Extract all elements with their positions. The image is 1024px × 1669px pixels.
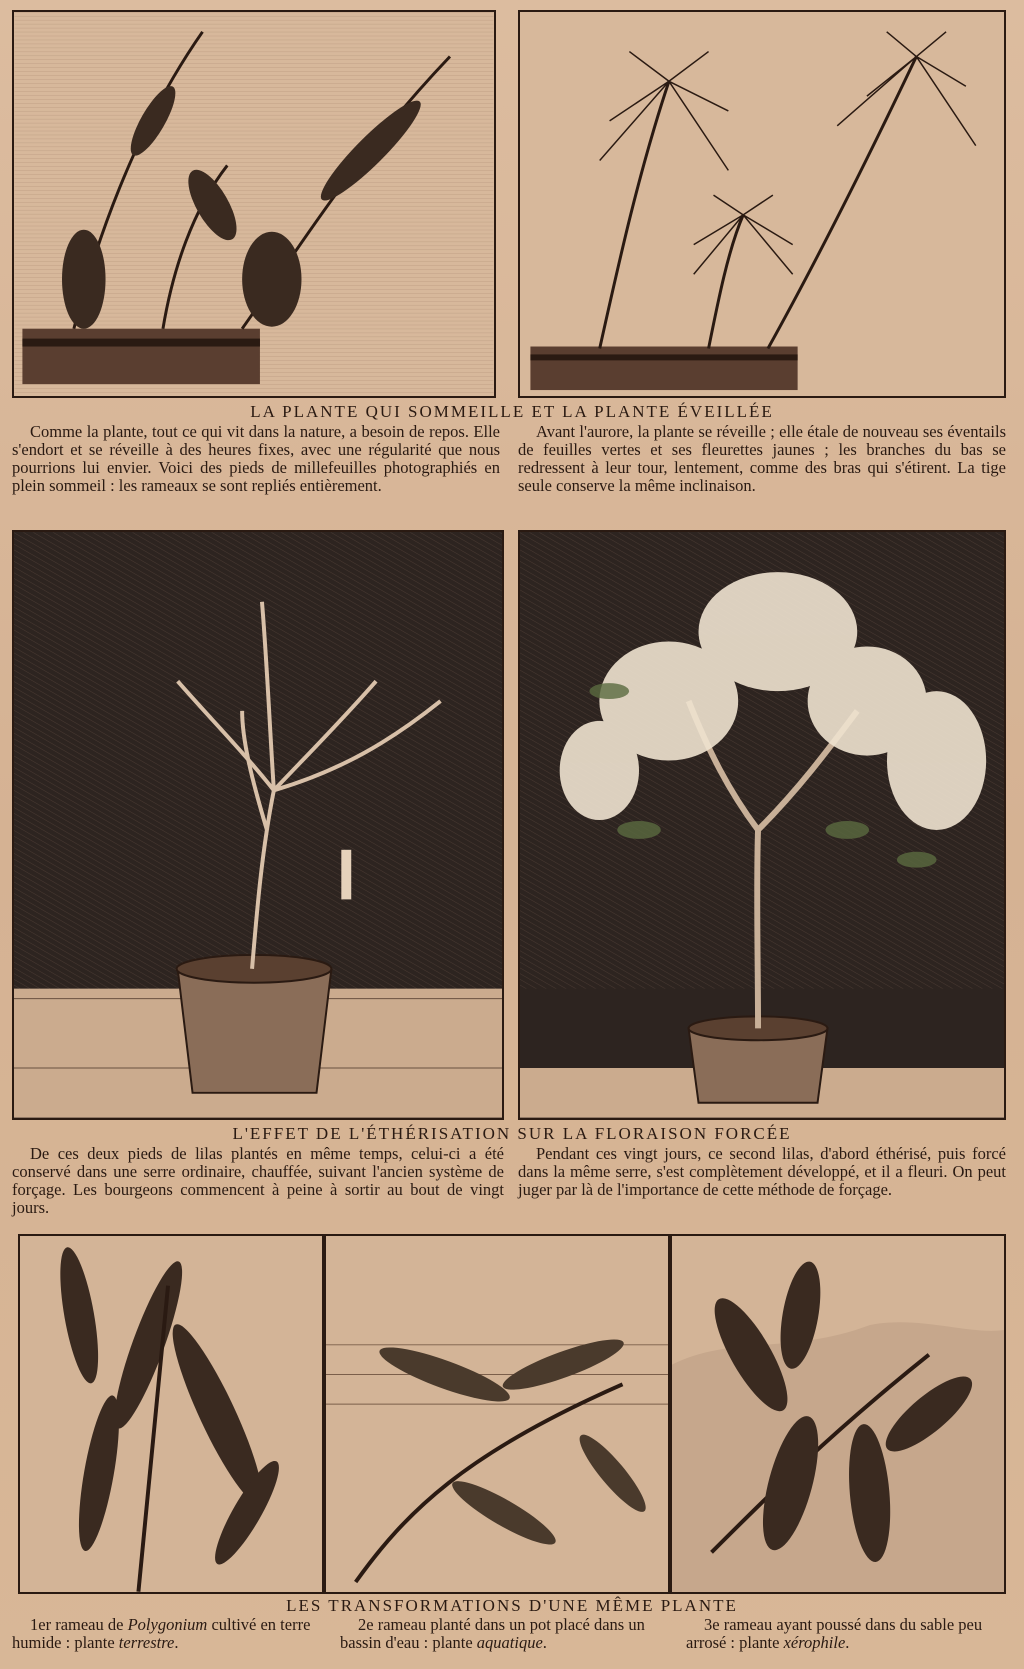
c1-italic-genus: Polygonium bbox=[127, 1615, 208, 1634]
paragraph-awake: Avant l'aurore, la plante se réveille ; elle étale de nouveau ses éventails de feuilles vertes et ses fleurettes jaunes ; les branches du bas se redressent à leur tour, lentement, comme des bras qui s'étirent. La tige seule conserve la même inclinaison. bbox=[518, 422, 1006, 495]
paragraph-lilac-flowering: Pendant ces vingt jours, ce second lilas, d'abord éthérisé, puis forcé dans la même serre, s'est complètement développé, et il a fleuri. On peut juger par là de l'importance de cette méthode de forçage. bbox=[518, 1144, 1006, 1199]
paragraph-sleeping: Comme la plante, tout ce qui vit dans la nature, a besoin de repos. Elle s'endort et se réveille à des heures fixes, avec une régularité que nous pourrions lui envier. Voici des pieds de millefeuilles photographiés en plein sommeil : les rameaux se sont repliés entièrement. bbox=[12, 422, 500, 495]
lilac-flowering-illustration bbox=[520, 532, 1004, 1118]
c2-text-b: . bbox=[542, 1633, 547, 1652]
caption-row2: L'EFFET DE L'ÉTHÉRISATION SUR LA FLORAISON FORCÉE bbox=[232, 1124, 792, 1143]
text-row2-left bbox=[12, 1145, 504, 1217]
terrestrial-branch-illustration bbox=[20, 1236, 322, 1592]
caption-terrestrial bbox=[12, 1616, 322, 1652]
plate-xerophile-branch bbox=[670, 1234, 1006, 1594]
plate-aquatic-branch bbox=[324, 1234, 670, 1594]
c2-italic-aquatic: aquatique bbox=[476, 1633, 543, 1652]
c1-text-c: . bbox=[174, 1633, 179, 1652]
plate-sleeping-plant bbox=[12, 10, 496, 398]
c3-text-b: . bbox=[845, 1633, 850, 1652]
c1-text-b: cultivé en terre humide : plante bbox=[12, 1615, 311, 1652]
aquatic-branch-illustration bbox=[326, 1236, 668, 1592]
c1-text-a: 1er rameau de bbox=[30, 1615, 128, 1634]
c3-text-a: 3e rameau ayant poussé dans du sable peu arrosé : plante bbox=[686, 1615, 983, 1652]
text-row2-right bbox=[518, 1145, 1006, 1199]
text-row3-col3 bbox=[686, 1616, 1006, 1652]
awake-plant-illustration bbox=[520, 12, 1004, 396]
text-row3-col1 bbox=[12, 1616, 322, 1652]
caption-aquatic bbox=[340, 1616, 670, 1652]
xerophile-branch-illustration bbox=[672, 1236, 1004, 1592]
paragraph-lilac-bare: De ces deux pieds de lilas plantés en même temps, celui-ci a été conservé dans une serre ordinaire, chauffée, suivant l'ancien système de forçage. Les bourgeons commencent à peine à sortir au bout de vingt jours. bbox=[12, 1144, 504, 1217]
caption-xerophile bbox=[686, 1616, 1006, 1652]
plate-lilac-bare bbox=[12, 530, 504, 1120]
plate-terrestrial-branch bbox=[18, 1234, 324, 1594]
c2-text-a: 2e rameau planté dans un pot placé dans un bassin d'eau : plante bbox=[340, 1615, 645, 1652]
c3-italic-xerophile: xérophile bbox=[783, 1633, 846, 1652]
text-row1-left bbox=[12, 423, 500, 495]
sleeping-plant-illustration bbox=[14, 12, 494, 396]
plate-lilac-flowering bbox=[518, 530, 1006, 1120]
lilac-bare-illustration bbox=[14, 532, 502, 1118]
c1-italic-terrestrial: terrestre bbox=[118, 1633, 175, 1652]
text-row1-right bbox=[518, 423, 1006, 495]
plate-awake-plant bbox=[518, 10, 1006, 398]
text-row3-col2 bbox=[340, 1616, 670, 1652]
caption-row1: LA PLANTE QUI SOMMEILLE ET LA PLANTE ÉVEILLÉE bbox=[250, 402, 774, 421]
caption-row3: LES TRANSFORMATIONS D'UNE MÊME PLANTE bbox=[286, 1596, 738, 1615]
